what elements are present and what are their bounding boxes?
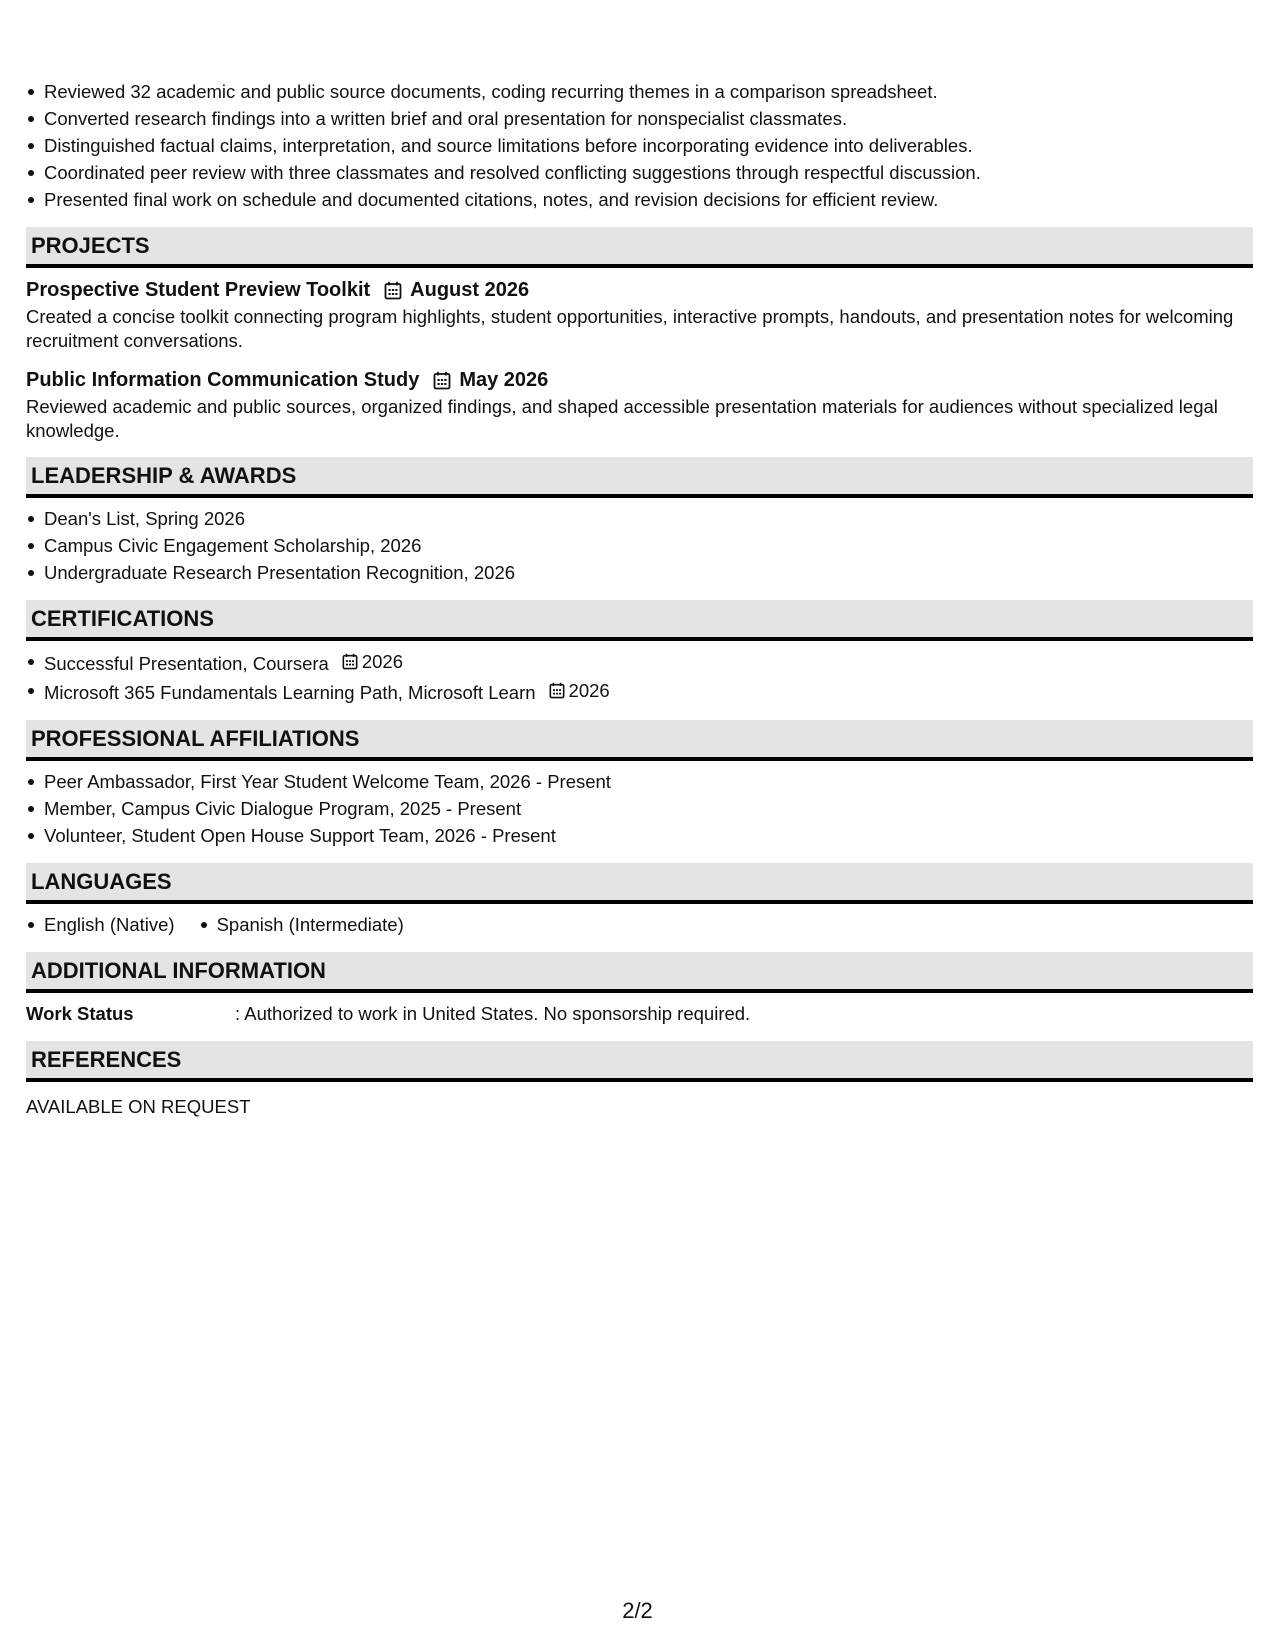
- list-item: Member, Campus Civic Dialogue Program, 2025 - Present: [44, 795, 1253, 822]
- list-item: Peer Ambassador, First Year Student Welcome Team, 2026 - Present: [44, 768, 1253, 795]
- resume-page-2: [26, 78, 1253, 1120]
- calendar-icon: [433, 371, 451, 390]
- work-status-label: Work Status: [26, 1003, 134, 1024]
- project-title-row: [26, 275, 1253, 305]
- list-item: Campus Civic Engagement Scholarship, 2026: [44, 532, 1253, 559]
- calendar-icon: [342, 653, 358, 670]
- list-item: Presented final work on schedule and documented citations, notes, and revision decisions for efficient review.: [44, 186, 1253, 213]
- project-title: Prospective Student Preview Toolkit: [26, 278, 371, 301]
- list-item: English (Native): [44, 911, 175, 938]
- certification-date: 2026: [568, 680, 610, 701]
- list-item: Dean's List, Spring 2026: [44, 505, 1253, 532]
- calendar-icon: [384, 281, 402, 300]
- section-heading-professional-affiliations: PROFESSIONAL AFFILIATIONS: [26, 720, 1253, 761]
- list-item: Coordinated peer review with three classmates and resolved conflicting suggestions through respectful discussion.: [44, 159, 1253, 186]
- certification-date: 2026: [361, 651, 403, 672]
- certifications-list: [26, 648, 1253, 706]
- list-item: [44, 677, 1253, 706]
- project-entry: [26, 365, 1253, 443]
- list-item: Spanish (Intermediate): [217, 911, 404, 938]
- list-item: [44, 648, 1253, 677]
- section-heading-projects: PROJECTS: [26, 227, 1253, 268]
- project-entry: [26, 275, 1253, 353]
- section-heading-languages: LANGUAGES: [26, 863, 1253, 904]
- project-description: Created a concise toolkit connecting program highlights, student opportunities, interactive prompts, handouts, and presentation notes for welcoming recruitment conversations.: [26, 306, 1234, 351]
- project-date: May 2026: [459, 368, 549, 391]
- section-heading-certifications: CERTIFICATIONS: [26, 600, 1253, 641]
- certification-name: Microsoft 365 Fundamentals Learning Path, Microsoft Learn: [44, 682, 536, 703]
- experience-bullet-list: [26, 78, 1253, 213]
- list-item: Converted research findings into a written brief and oral presentation for nonspecialist classmates.: [44, 105, 1253, 132]
- affiliations-list: [26, 768, 1253, 849]
- list-item: Undergraduate Research Presentation Recognition, 2026: [44, 559, 1253, 586]
- list-item: Volunteer, Student Open House Support Team, 2026 - Present: [44, 822, 1253, 849]
- work-status-row: [26, 1000, 1253, 1027]
- list-item: Distinguished factual claims, interpretation, and source limitations before incorporating evidence into deliverables.: [44, 132, 1253, 159]
- leadership-list: [26, 505, 1253, 586]
- project-date: August 2026: [410, 278, 530, 301]
- languages-list: [26, 911, 1253, 938]
- work-status-value: : Authorized to work in United States. No sponsorship required.: [235, 1003, 751, 1024]
- project-title: Public Information Communication Study: [26, 368, 420, 391]
- page-number: 2/2: [622, 1598, 653, 1623]
- project-description: Reviewed academic and public sources, organized findings, and shaped accessible presentation materials for audiences without specialized legal knowledge.: [26, 396, 1218, 441]
- section-heading-additional-information: ADDITIONAL INFORMATION: [26, 952, 1253, 993]
- section-heading-references: REFERENCES: [26, 1041, 1253, 1082]
- list-item: Reviewed 32 academic and public source documents, coding recurring themes in a comparison spreadsheet.: [44, 78, 1253, 105]
- project-title-row: [26, 365, 1253, 395]
- calendar-icon: [549, 682, 565, 699]
- certification-name: Successful Presentation, Coursera: [44, 653, 329, 674]
- section-heading-leadership-awards: LEADERSHIP & AWARDS: [26, 457, 1253, 498]
- references-text: AVAILABLE ON REQUEST: [26, 1096, 251, 1117]
